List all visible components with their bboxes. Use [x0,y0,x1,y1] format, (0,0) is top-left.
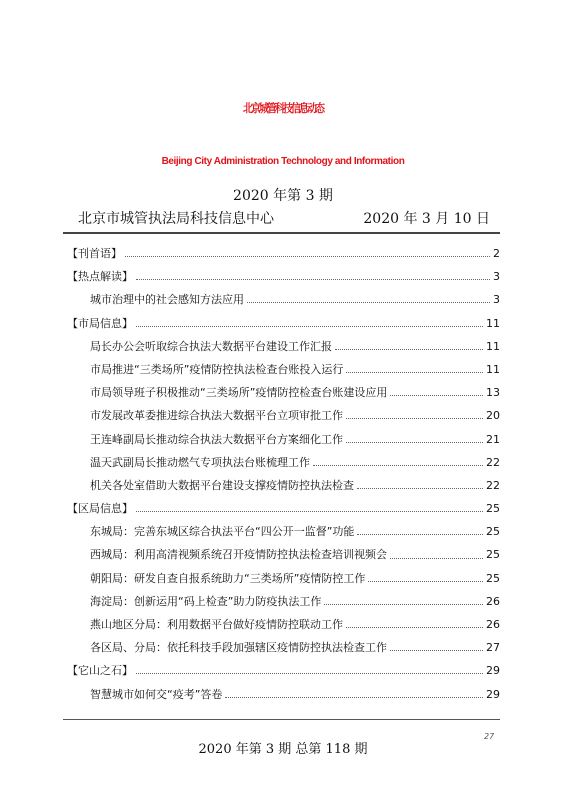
toc-dot-leader [346,372,483,373]
toc-entry-page: 25 [486,525,500,539]
toc-entry-label: 【它山之石】 [67,664,133,678]
toc-entry-page: 25 [486,502,500,516]
toc-dot-leader [125,256,490,257]
toc-dot-leader [136,511,483,512]
toc-entry-label: 机关各处室借助大数据平台建设支撑疫情防控执法检查 [90,478,354,492]
toc-dot-leader [136,279,490,280]
toc-article-entry[interactable] [63,451,500,474]
toc-dot-leader [225,697,483,698]
toc-entry-label: 燕山地区分局：利用数据平台做好疫情防控联动工作 [90,618,343,631]
toc-entry-label: 王连峰副局长推动综合执法大数据平台方案细化工作 [90,432,343,446]
toc-entry-label: 各区局、分局：依托科技手段加强辖区疫情防控执法检查工作 [90,641,387,655]
toc-dot-leader [136,673,483,674]
toc-entry-label: 局长办公会听取综合执法大数据平台建设工作汇报 [90,339,332,353]
toc-section-entry[interactable] [63,242,500,265]
corner-mark: 27 [484,732,495,741]
toc-dot-leader [313,465,483,466]
toc-article-entry[interactable] [63,520,500,543]
toc-dot-leader [346,442,483,443]
toc-section-entry[interactable] [63,265,500,288]
toc-dot-leader [390,395,483,396]
publisher-name: 北京市城管执法局科技信息中心 [78,211,274,227]
toc-dot-leader [368,581,483,582]
toc-entry-label: 海淀局：创新运用“码上检查”助力防疫执法工作 [90,594,322,608]
toc-section-entry[interactable] [63,497,500,520]
toc-article-entry[interactable] [63,567,500,590]
toc-dot-leader [390,650,483,651]
toc-entry-page: 2 [493,247,500,260]
toc-entry-page: 3 [493,270,500,284]
publication-date: 2020 年 3 月 10 日 [363,211,490,227]
toc-entry-page: 26 [486,618,500,631]
toc-dot-leader [390,558,483,559]
toc-article-entry[interactable] [63,543,500,566]
toc-entry-page: 22 [486,478,500,492]
toc-article-entry[interactable] [63,636,500,659]
issue-number: 2020 年第 3 期 [233,188,333,204]
toc-article-entry[interactable] [63,288,500,311]
toc-entry-label: 智慧城市如何交“疫考”答卷 [90,687,223,701]
toc-entry-label: 城市治理中的社会感知方法应用 [90,293,244,307]
footer-issue-line: 2020 年第 3 期 总第 118 期 [198,742,368,757]
toc-entry-page: 11 [486,316,500,330]
toc-entry-page: 25 [486,571,500,585]
toc-entry-page: 3 [493,293,500,307]
toc-article-entry[interactable] [63,335,500,358]
toc-entry-page: 11 [486,362,500,376]
toc-entry-page: 11 [486,339,500,353]
toc-dot-leader [324,604,483,605]
table-of-contents [63,242,500,706]
toc-dot-leader [335,349,483,350]
masthead-title: 北京城管科技信息动态 [243,103,323,116]
toc-article-entry[interactable] [63,428,500,451]
toc-dot-leader [136,326,483,327]
toc-entry-label: 朝阳局：研发自查自报系统助力“三类场所”疫情防控工作 [90,571,366,585]
toc-article-entry[interactable] [63,613,500,636]
toc-article-entry[interactable] [63,474,500,497]
toc-article-entry[interactable] [63,590,500,613]
toc-entry-page: 29 [486,664,500,678]
toc-entry-label: 【区局信息】 [67,502,133,516]
toc-entry-page: 27 [486,641,500,655]
toc-entry-label: 【市局信息】 [67,316,133,330]
toc-article-entry[interactable] [63,381,500,404]
toc-entry-label: 市局领导班子积极推动“三类场所”疫情防控检查台账建设应用 [90,386,388,400]
toc-entry-page: 21 [486,432,500,446]
toc-article-entry[interactable] [63,683,500,706]
toc-entry-page: 25 [486,548,500,562]
toc-dot-leader [247,302,490,303]
footer-rule [63,719,500,720]
toc-entry-page: 26 [486,594,500,608]
toc-entry-label: 【热点解读】 [67,270,133,284]
publisher-row [78,210,490,230]
toc-entry-label: 【刊首语】 [67,247,122,260]
toc-entry-label: 东城局：完善东城区综合执法平台“四公开一监督”功能 [90,525,355,539]
toc-entry-page: 29 [486,687,500,701]
toc-entry-label: 市发展改革委推进综合执法大数据平台立项审批工作 [90,409,343,423]
toc-dot-leader [346,418,483,419]
toc-dot-leader [357,488,483,489]
masthead-english-title: Beijing City Administration Technology and Information [161,156,405,167]
toc-entry-page: 20 [486,409,500,423]
toc-entry-label: 市局推进“三类场所”疫情防控执法检查台账投入运行 [90,362,344,376]
header-rule [63,232,500,234]
toc-article-entry[interactable] [63,358,500,381]
toc-section-entry[interactable] [63,312,500,335]
toc-entry-label: 温天武副局长推动燃气专项执法台账梳理工作 [90,455,310,469]
toc-article-entry[interactable] [63,404,500,427]
toc-dot-leader [346,627,483,628]
toc-entry-page: 22 [486,455,500,469]
toc-entry-label: 西城局：利用高清视频系统召开疫情防控执法检查培训视频会 [90,548,387,562]
toc-section-entry[interactable] [63,659,500,682]
toc-entry-page: 13 [486,386,500,400]
toc-dot-leader [357,534,483,535]
